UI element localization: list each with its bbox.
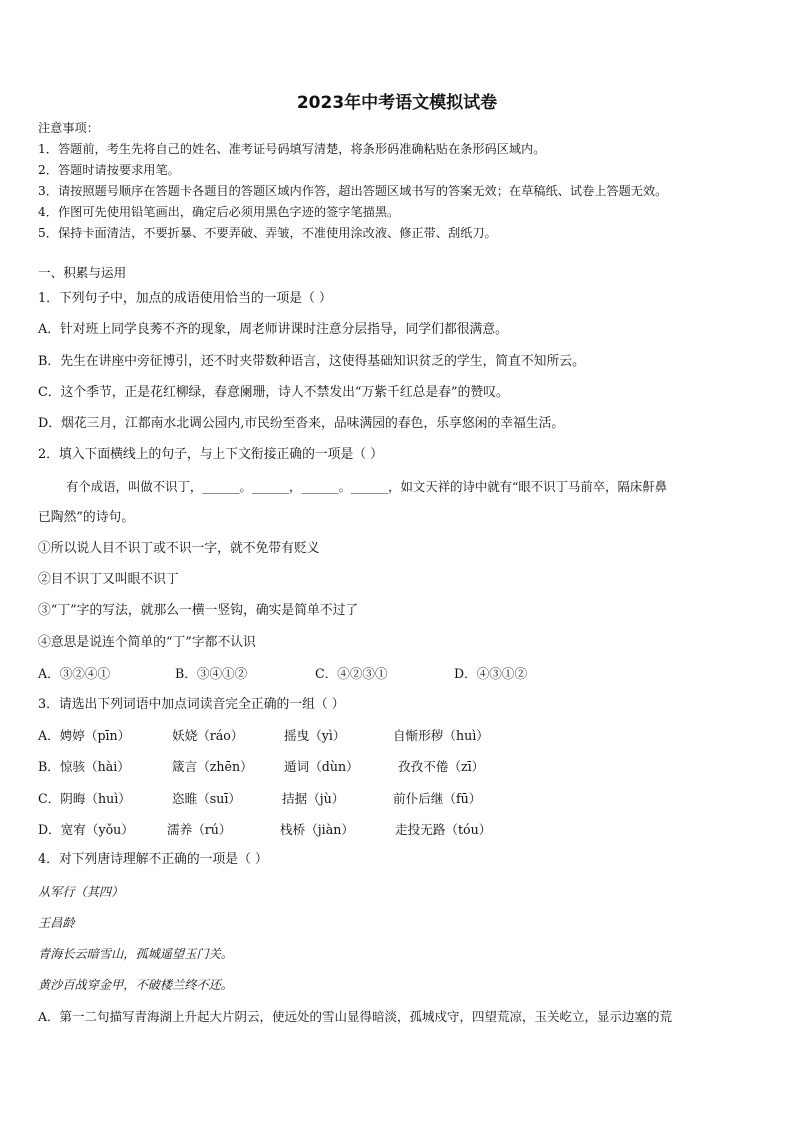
question-2-item-2: ②目不识丁又叫眼不识丁 — [38, 572, 179, 587]
question-1-option-a: A．针对班上同学良莠不齐的现象，周老师讲课时注意分层指导，同学们都很满意。 — [38, 322, 508, 337]
question-2-item-3: ③“丁”字的写法，就那么一横一竖钩，确实是简单不过了 — [38, 603, 359, 618]
question-3-stem: 3．请选出下列词语中加点词读音完全正确的一组（ ） — [38, 697, 345, 712]
question-2-choice-c: C．④②③① — [315, 666, 388, 681]
question-3-row-d-word-3: 栈桥（jiàn） — [280, 822, 354, 837]
question-3-row-d-word-1: D．宽宥（yǒu） — [38, 822, 134, 837]
question-3-row-a-word-3: 摇曳（yì） — [284, 728, 346, 743]
question-3-row-d-word-2: 濡养（rú） — [167, 822, 232, 837]
poem-line-2: 黄沙百战穿金甲，不破楼兰终不还。 — [38, 978, 233, 992]
notice-heading: 注意事项： — [38, 121, 99, 135]
question-3-row-c-word-3: 拮据（jù） — [282, 791, 345, 806]
question-2-stem: 2．填入下面横线上的句子，与上下文衔接正确的一项是（ ） — [38, 447, 383, 462]
question-2-choice-d: D．④③①② — [454, 666, 528, 681]
poem-line-1: 青海长云暗雪山，孤城遥望玉门关。 — [38, 947, 233, 961]
page-title: 2023年中考语文模拟试卷 — [296, 93, 498, 113]
question-2-passage-line-2: 已陶然”的诗句。 — [38, 510, 135, 525]
question-4-option-a: A．第一二句描写青海湖上升起大片阴云，使远处的雪山显得暗淡，孤城戍守，四望荒凉，玉关屹立，显示边塞的荒 — [38, 1009, 673, 1024]
question-2-item-1: ①所以说人目不识丁或不识一字，就不免带有贬义 — [38, 541, 320, 556]
question-1-option-d: D．烟花三月，江都南水北调公园内,市民纷至沓来，品味满园的春色，乐享悠闲的幸福生活。 — [38, 416, 565, 431]
question-3-row-c-word-2: 恣睢（suī） — [172, 791, 241, 806]
poem-author: 王昌龄 — [38, 916, 75, 930]
question-3-row-d-word-4: 走投无路（tóu） — [395, 822, 492, 837]
question-1-option-c: C．这个季节，正是花红柳绿，春意阑珊，诗人不禁发出“万紫千红总是春”的赞叹。 — [38, 385, 509, 400]
question-3-row-a-word-1: A．娉婷（pīn） — [38, 728, 131, 743]
section-heading: 一、积累与运用 — [38, 265, 127, 280]
question-3-row-a-word-4: 自惭形秽（huì） — [393, 728, 489, 743]
question-4-stem: 4．对下列唐诗理解不正确的一项是（ ） — [38, 852, 268, 867]
notice-item-3: 3．请按照题号顺序在答题卡各题目的答题区域内作答，超出答题区域书写的答案无效；在草稿纸、试卷上答题无效。 — [38, 184, 668, 198]
question-3-row-a-word-2: 妖娆（ráo） — [172, 728, 244, 743]
question-3-row-d — [38, 822, 758, 838]
question-3-row-c-word-1: C．阴晦（huì） — [38, 791, 131, 806]
notice-item-1: 1．答题前，考生先将自己的姓名、准考证号码填写清楚，将条形码准确粘贴在条形码区域内。 — [38, 142, 546, 156]
question-3-row-b-word-2: 箴言（zhēn） — [172, 759, 253, 774]
notice-item-4: 4．作图可先使用铅笔画出，确定后必须用黑色字迹的签字笔描黑。 — [38, 205, 400, 219]
question-1-stem: 1．下列句子中，加点的成语使用恰当的一项是（ ） — [38, 291, 332, 306]
question-2-choices — [38, 666, 758, 682]
question-3-row-b — [38, 759, 758, 775]
question-3-row-b-word-1: B．惊骇（hài） — [38, 759, 130, 774]
question-3-row-c-word-4: 前仆后继（fū） — [393, 791, 482, 806]
notice-item-2: 2．答题时请按要求用笔。 — [38, 163, 180, 177]
question-2-choice-a: A．③②④① — [38, 666, 111, 681]
question-1-option-b: B．先生在讲座中旁征博引，还不时夹带数种语言，这使得基础知识贫乏的学生，简直不知所云。 — [38, 354, 585, 369]
question-2-item-4: ④意思是说连个简单的“丁”字都不认识 — [38, 635, 256, 650]
question-3-row-a — [38, 728, 758, 744]
question-3-row-b-word-3: 遁词（dùn） — [284, 759, 359, 774]
question-2-choice-b: B．③④①② — [175, 666, 248, 681]
poem-title: 从军行（其四） — [38, 885, 124, 899]
question-3-row-c — [38, 791, 758, 807]
notice-item-5: 5．保持卡面清洁，不要折暴、不要弄破、弄皱，不准使用涂改液、修正带、刮纸刀。 — [38, 226, 497, 240]
question-2-passage-line-1: 有个成语，叫做不识丁，______。______，______。______，如文天祥的诗中就有“眼不识丁马前卒，隔床鼾鼻 — [66, 479, 668, 494]
question-3-row-b-word-4: 孜孜不倦（zī） — [398, 759, 485, 774]
